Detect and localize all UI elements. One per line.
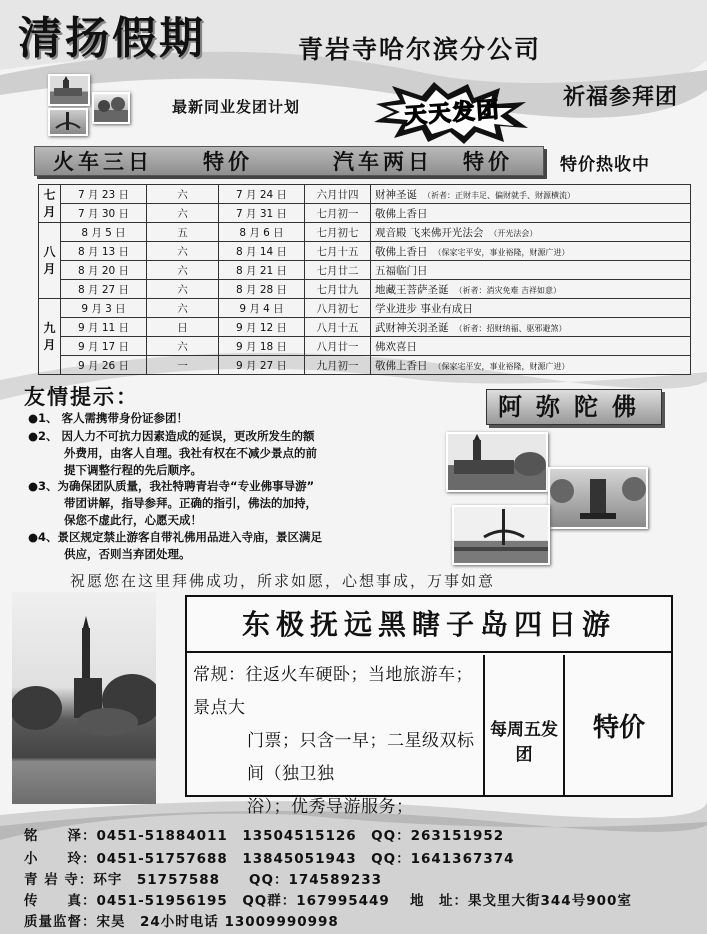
bus-date-cell: 8 月 28 日 — [219, 280, 305, 299]
train-date-cell: 8 月 27 日 — [61, 280, 147, 299]
heixiazi-island-tour-box — [185, 595, 673, 817]
train-date-cell: 7 月 23 日 — [61, 185, 147, 204]
train-3day-label: 火车三日 — [53, 150, 153, 174]
month-cell: 七月 — [39, 185, 61, 223]
event-cell — [371, 261, 691, 280]
event-note: （开光法会） — [489, 228, 538, 238]
tip-line: 提下调整行程的先后顺序。 — [64, 463, 202, 477]
schedule-row — [39, 242, 691, 261]
church-lake-photo — [12, 592, 156, 804]
train-weekday-cell: 六 — [147, 204, 219, 223]
bus-date-cell: 9 月 18 日 — [219, 337, 305, 356]
train-weekday-cell: 六 — [147, 337, 219, 356]
month-cell: 九月 — [39, 299, 61, 375]
event-cell — [371, 204, 691, 223]
bus-date-cell: 8 月 14 日 — [219, 242, 305, 261]
event-name: 武财神关羽圣诞 — [375, 321, 449, 334]
tip-line: 保您不虚此行，心愿天成！ — [64, 513, 202, 527]
bus-date-cell: 9 月 27 日 — [219, 356, 305, 375]
train-weekday-cell: 六 — [147, 280, 219, 299]
lunar-date-cell: 六月廿四 — [305, 185, 371, 204]
lunar-date-cell: 八月廿一 — [305, 337, 371, 356]
tips-title: 友情提示： — [24, 385, 139, 409]
temple-photo — [446, 432, 548, 492]
train-weekday-cell: 六 — [147, 185, 219, 204]
lunar-date-cell: 七月廿二 — [305, 261, 371, 280]
event-cell — [371, 299, 691, 318]
plan-subtitle: 最新同业发团计划 — [172, 98, 301, 116]
bus-2day-label: 汽车两日 — [333, 150, 433, 174]
lunar-date-cell: 八月十五 — [305, 318, 371, 337]
tour-details-line: 浴）；优秀导游服务； — [247, 797, 414, 817]
event-name: 敬佛上香日 — [375, 207, 428, 220]
event-name: 敬佛上香日 — [375, 245, 428, 258]
event-name: 佛欢喜日 — [375, 340, 417, 353]
tour-price: 特价 — [592, 713, 645, 743]
schedule-row — [39, 223, 691, 242]
month-cell: 八月 — [39, 223, 61, 299]
lunar-date-cell: 九月初一 — [305, 356, 371, 375]
tour-details-line: 门票；只含一早；二星级双标间（独卫独 — [247, 731, 475, 784]
bus-price-label: 特价 — [463, 150, 513, 174]
tour-details-line: 常规：往返火车硬卧；当地旅游车；景点大 — [193, 665, 473, 718]
lunar-date-cell: 八月初七 — [305, 299, 371, 318]
schedule-row — [39, 261, 691, 280]
event-note: （祈者：消灾免难 吉祥如意） — [454, 285, 562, 295]
tour-details — [193, 659, 480, 824]
tip-line: 外费用，由客人自理。我社有权在不减少景点的前 — [64, 446, 317, 460]
sculpture-photo — [452, 505, 550, 565]
bus-date-cell: 9 月 12 日 — [219, 318, 305, 337]
train-date-cell: 9 月 3 日 — [61, 299, 147, 318]
train-weekday-cell: 六 — [147, 242, 219, 261]
schedule-row — [39, 299, 691, 318]
tip-line: ●3、为确保团队质量，我社特聘青岩寺“专业佛事导游” — [28, 479, 315, 493]
event-cell — [371, 280, 691, 299]
bus-date-cell: 8 月 6 日 — [219, 223, 305, 242]
amitabha-plaque — [486, 389, 662, 425]
lunar-date-cell: 七月十五 — [305, 242, 371, 261]
bus-date-cell: 7 月 24 日 — [219, 185, 305, 204]
schedule-row — [39, 280, 691, 299]
train-date-cell: 8 月 5 日 — [61, 223, 147, 242]
header-photo-2 — [92, 92, 130, 124]
event-note: （保家宅平安，事业裕隆，财源广进） — [433, 361, 570, 371]
bus-date-cell: 8 月 21 日 — [219, 261, 305, 280]
train-date-cell: 7 月 30 日 — [61, 204, 147, 223]
monument-photo — [548, 467, 648, 529]
event-cell — [371, 223, 691, 242]
amitabha-text: 阿弥陀佛 — [498, 392, 650, 421]
event-note: （保家宅平安，事业裕隆，财源广进） — [433, 247, 570, 257]
blessing-text: 祝愿您在这里拜佛成功，所求如愿，心想事成，万事如意 — [70, 572, 496, 590]
header-photo-3 — [48, 108, 88, 136]
train-weekday-cell: 五 — [147, 223, 219, 242]
pray-tour-title: 祈福参拜团 — [563, 85, 679, 110]
schedule-row — [39, 356, 691, 375]
price-banner — [34, 146, 544, 176]
schedule-row — [39, 204, 691, 223]
train-date-cell: 9 月 26 日 — [61, 356, 147, 375]
lunar-date-cell: 七月廿九 — [305, 280, 371, 299]
contact-line: 小 玲：0451-51757688 13845051943 QQ：1641367374 — [24, 851, 515, 867]
contact-line: 质量监督：宋昊 24小时电话 13009990998 — [24, 914, 339, 930]
event-note: （祈者：正财丰足、偏财就手、财源横流） — [423, 190, 575, 200]
train-weekday-cell: 六 — [147, 299, 219, 318]
header-photo-1 — [48, 74, 90, 106]
contact-line: 青 岩 寺：环宇 51757588 QQ：174589233 — [24, 872, 383, 888]
event-name: 财神圣诞 — [375, 188, 417, 201]
tip-line: 供应，否则当弃团处理。 — [64, 547, 191, 561]
tour-departure-schedule: 每周五发团 — [483, 655, 565, 795]
train-weekday-cell: 一 — [147, 356, 219, 375]
schedule-row — [39, 337, 691, 356]
tip-line: ●4、景区规定禁止游客自带礼佛用品进入寺庙，景区满足 — [28, 530, 323, 544]
train-price-label: 特价 — [203, 150, 253, 174]
event-name: 敬佛上香日 — [375, 359, 428, 372]
event-note: （祈者：招财纳福、驱邪避煞） — [454, 323, 567, 333]
train-date-cell: 8 月 20 日 — [61, 261, 147, 280]
event-cell — [371, 356, 691, 375]
daily-departure-badge-text: 天天发团 — [403, 97, 502, 130]
hot-sale-label: 特价热收中 — [560, 155, 650, 175]
train-date-cell: 8 月 13 日 — [61, 242, 147, 261]
event-cell — [371, 318, 691, 337]
departure-schedule-table — [38, 184, 691, 375]
train-date-cell: 9 月 17 日 — [61, 337, 147, 356]
contact-line: 铭 泽：0451-51884011 13504515126 QQ：263151952 — [24, 828, 505, 844]
brand-logo-text: 清扬假期 — [18, 13, 206, 64]
lunar-date-cell: 七月初一 — [305, 204, 371, 223]
event-cell — [371, 185, 691, 204]
event-name: 地藏王菩萨圣诞 — [375, 283, 449, 296]
train-weekday-cell: 日 — [147, 318, 219, 337]
bus-date-cell: 9 月 4 日 — [219, 299, 305, 318]
train-date-cell: 9 月 11 日 — [61, 318, 147, 337]
schedule-row — [39, 318, 691, 337]
event-cell — [371, 242, 691, 261]
event-name: 学业进步 事业有成日 — [375, 302, 473, 315]
bus-date-cell: 7 月 31 日 — [219, 204, 305, 223]
schedule-row — [39, 185, 691, 204]
tour-title: 东极抚远黑瞎子岛四日游 — [187, 597, 671, 653]
event-cell — [371, 337, 691, 356]
event-name: 五福临门日 — [375, 264, 428, 277]
contact-line: 传 真：0451-51956195 QQ群：167995449 地 址：果戈里大街344号900室 — [24, 893, 632, 909]
tip-line: ●1、 客人需携带身份证参团！ — [28, 411, 189, 425]
tip-line: 带团讲解，指导参拜。正确的指引，佛法的加持， — [64, 496, 317, 510]
lunar-date-cell: 七月初七 — [305, 223, 371, 242]
tip-line: ●2、 因人力不可抗力因素造成的延误，更改所发生的额 — [28, 429, 315, 443]
train-weekday-cell: 六 — [147, 261, 219, 280]
company-name: 青岩寺哈尔滨分公司 — [298, 35, 542, 64]
event-name: 观音殿 飞来佛开光法会 — [375, 226, 484, 239]
